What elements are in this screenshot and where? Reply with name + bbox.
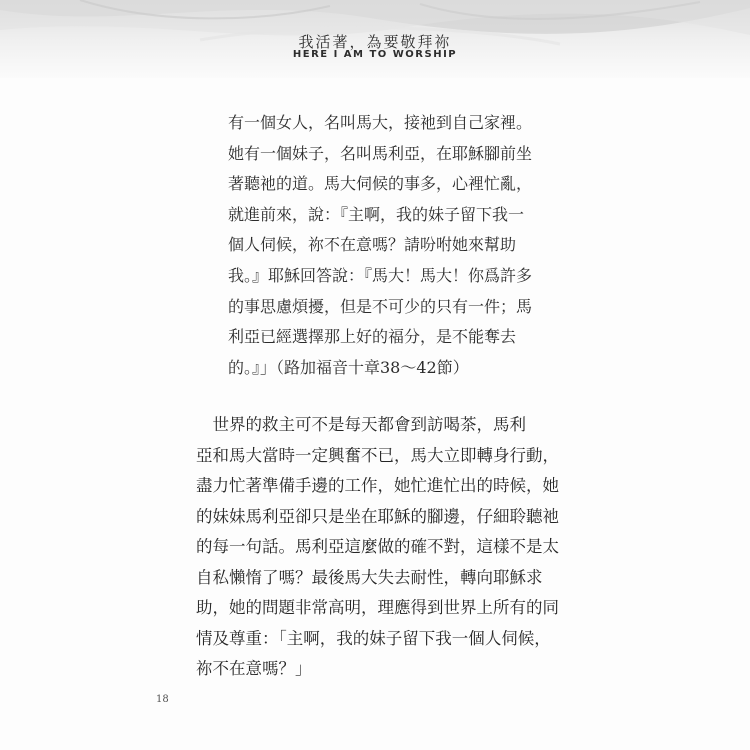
scripture-line: 著聽祂的道。馬大伺候的事多，心裡忙亂， bbox=[228, 174, 533, 194]
body-line: 助，她的問題非常高明，理應得到世界上所有的同 bbox=[196, 598, 559, 617]
body-line: 世界的救主可不是每天都會到訪喝茶，馬利 bbox=[196, 415, 526, 434]
body-line: 的妹妹馬利亞卻只是坐在耶穌的腳邊，仔細聆聽祂 bbox=[196, 506, 559, 526]
scripture-line: 的事思慮煩擾，但是不可少的只有一件；馬 bbox=[228, 296, 533, 316]
running-title-english: HERE I AM TO WORSHIP bbox=[292, 49, 458, 60]
body-line: 盡力忙著準備手邊的工作，她忙進忙出的時候，她 bbox=[196, 476, 559, 495]
scripture-line: 她有一個妹子，名叫馬利亞，在耶穌腳前坐 bbox=[228, 143, 533, 163]
scripture-line: 就進前來，說：『主啊，我的妹子留下我一 bbox=[228, 204, 525, 224]
scripture-quote bbox=[228, 108, 533, 383]
body-line: 的每一句話。馬利亞這麼做的確不對，這樣不是太 bbox=[196, 537, 559, 556]
scripture-line: 利亞已經選擇那上好的福分，是不能奪去 bbox=[228, 327, 517, 347]
body-line: 自私懶惰了嗎？最後馬大失去耐性，轉向耶穌求 bbox=[196, 567, 543, 587]
body-line: 情及尊重：「主啊，我的妹子留下我一個人伺候， bbox=[196, 628, 551, 648]
scripture-line: 我。』耶穌回答說：『馬大！馬大！你爲許多 bbox=[228, 265, 533, 285]
scripture-line: 有一個女人，名叫馬大，接祂到自己家裡。 bbox=[228, 113, 533, 132]
body-line: 祢不在意嗎？」 bbox=[196, 659, 312, 678]
body-paragraph bbox=[196, 410, 559, 685]
running-title-chinese: 我活著，為要敬拜祢 bbox=[298, 33, 452, 51]
body-line: 亞和馬大當時一定興奮不已，馬大立即轉身行動， bbox=[196, 445, 559, 465]
header-band bbox=[0, 0, 750, 78]
scripture-line: 個人伺候，祢不在意嗎？請吩咐她來幫助 bbox=[228, 235, 517, 255]
page-number: 18 bbox=[156, 694, 169, 705]
scripture-line: 的。』」（路加福音十章38～42節） bbox=[228, 357, 469, 377]
